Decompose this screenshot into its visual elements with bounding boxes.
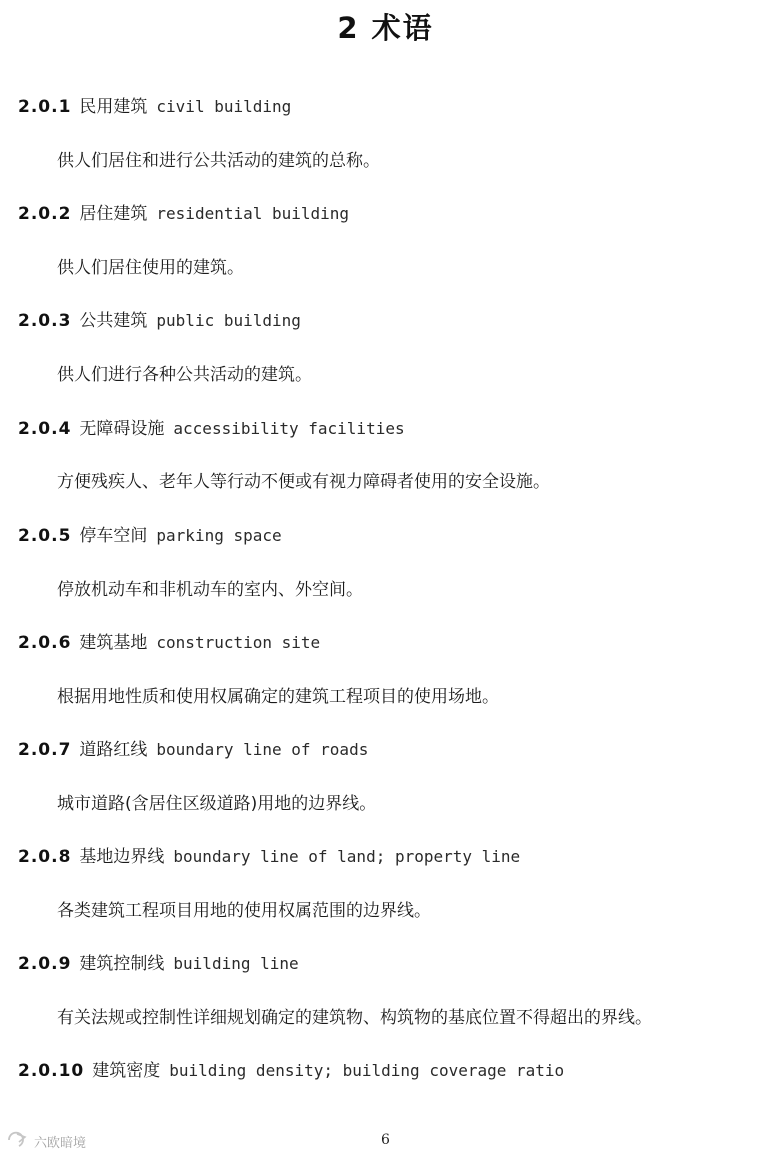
term-definition: 供人们居住使用的建筑。 — [57, 258, 244, 278]
term-definition: 各类建筑工程项目用地的使用权属范围的边界线。 — [57, 901, 431, 921]
term-chinese: 建筑密度 — [92, 1061, 161, 1081]
term-heading — [18, 309, 301, 333]
term-english: construction site — [156, 633, 321, 652]
term-chinese: 道路红线 — [79, 740, 148, 760]
term-chinese: 无障碍设施 — [79, 419, 165, 439]
term-chinese: 民用建筑 — [79, 97, 148, 117]
term-number: 2.0.2 — [18, 204, 72, 224]
term-chinese: 停车空间 — [79, 526, 148, 546]
term-definition: 方便残疾人、老年人等行动不便或有视力障碍者使用的安全设施。 — [57, 472, 550, 492]
term-chinese: 建筑控制线 — [79, 954, 165, 974]
term-heading — [18, 845, 520, 869]
term-definition: 供人们居住和进行公共活动的建筑的总称。 — [57, 151, 380, 171]
term-chinese: 公共建筑 — [79, 311, 148, 331]
term-heading — [18, 631, 320, 655]
term-definition: 停放机动车和非机动车的室内、外空间。 — [57, 580, 363, 600]
chapter-title: 2 术语 — [337, 11, 434, 45]
term-heading — [18, 417, 405, 441]
term-number: 2.0.1 — [18, 97, 72, 117]
term-definition: 供人们进行各种公共活动的建筑。 — [57, 365, 312, 385]
term-english: boundary line of land; property line — [173, 847, 521, 866]
term-chinese: 基地边界线 — [79, 847, 165, 867]
term-english: accessibility facilities — [173, 419, 405, 438]
term-number: 2.0.5 — [18, 526, 72, 546]
term-english: building line — [173, 954, 299, 973]
term-english: civil building — [156, 97, 292, 116]
term-english: boundary line of roads — [156, 740, 369, 759]
watermark-text: 六欧暗境 — [34, 1136, 87, 1151]
term-english: public building — [156, 311, 301, 330]
term-number: 2.0.9 — [18, 954, 72, 974]
term-definition: 有关法规或控制性详细规划确定的建筑物、构筑物的基底位置不得超出的界线。 — [57, 1008, 652, 1028]
term-chinese: 居住建筑 — [79, 204, 148, 224]
page-number: 6 — [381, 1132, 390, 1148]
term-chinese: 建筑基地 — [79, 633, 148, 653]
term-heading — [18, 952, 299, 976]
term-heading — [18, 202, 349, 226]
term-english: building density; building coverage ratio — [169, 1061, 565, 1080]
term-number: 2.0.10 — [18, 1061, 85, 1081]
term-number: 2.0.7 — [18, 740, 72, 760]
term-english: residential building — [156, 204, 350, 223]
term-heading — [18, 524, 282, 548]
term-number: 2.0.6 — [18, 633, 72, 653]
term-heading — [18, 738, 368, 762]
term-number: 2.0.8 — [18, 847, 72, 867]
term-number: 2.0.4 — [18, 419, 72, 439]
term-definition: 城市道路(含居住区级道路)用地的边界线。 — [57, 794, 377, 814]
term-heading — [18, 95, 291, 119]
term-heading — [18, 1059, 564, 1083]
term-number: 2.0.3 — [18, 311, 72, 331]
term-definition: 根据用地性质和使用权属确定的建筑工程项目的使用场地。 — [57, 687, 499, 707]
term-english: parking space — [156, 526, 282, 545]
